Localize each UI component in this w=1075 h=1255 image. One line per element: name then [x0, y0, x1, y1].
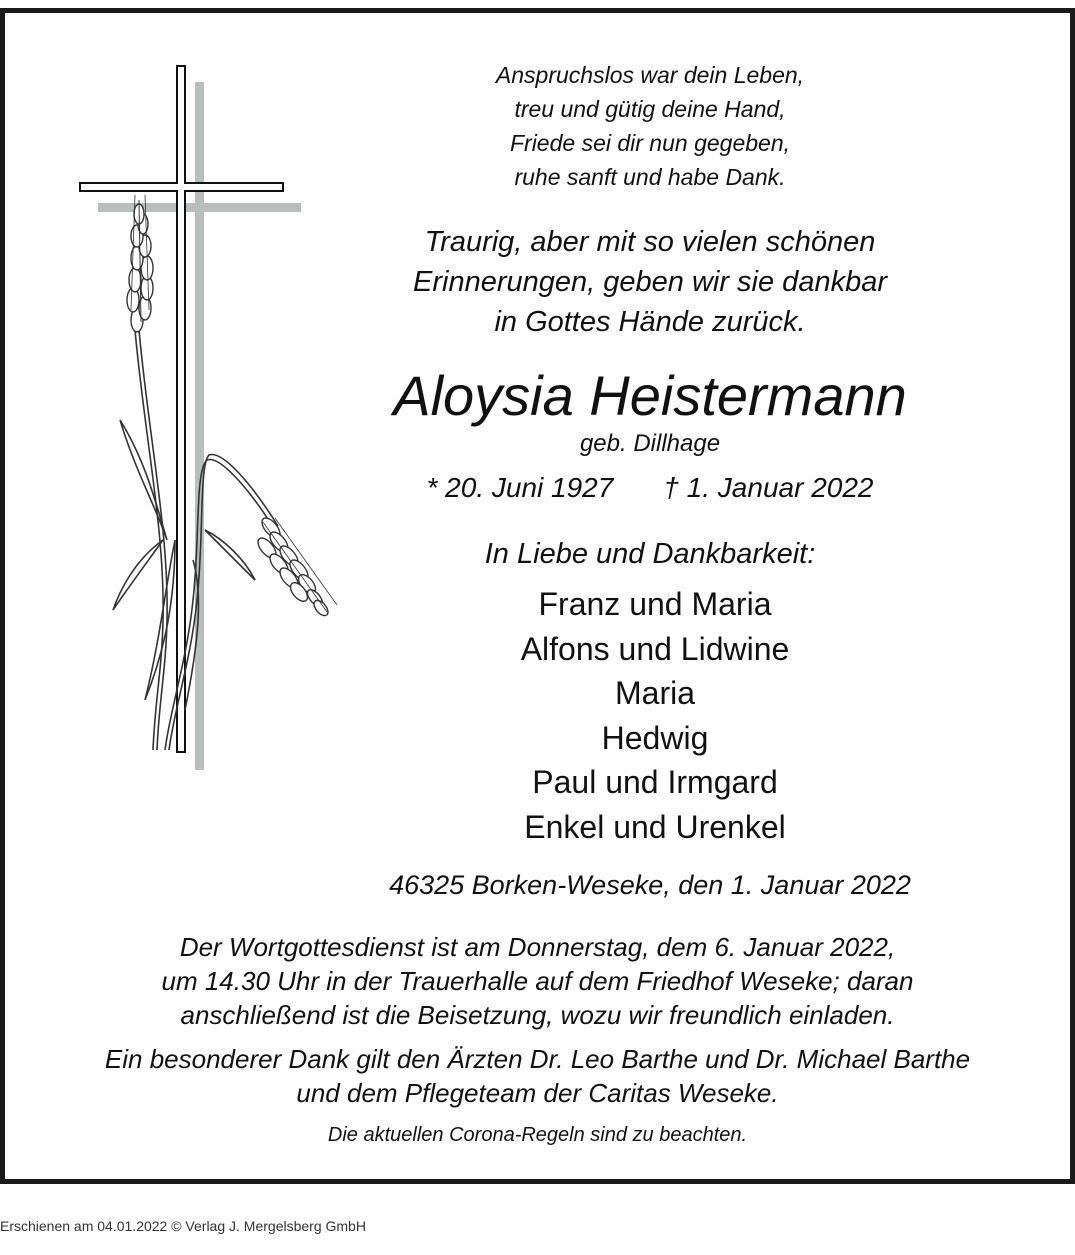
- corona-note: Die aktuellen Corona-Regeln sind zu beachten.: [327, 1124, 748, 1146]
- poem-line: Anspruchslos war dein Leben,: [495, 62, 805, 88]
- birth-name: geb. Dillhage: [579, 430, 721, 457]
- mourning-line: Erinnerungen, geben wir sie dankbar: [413, 266, 887, 298]
- service-line: um 14.30 Uhr in der Trauerhalle auf dem Friedhof Weseke; daran: [161, 966, 914, 996]
- family-member: Franz und Maria: [538, 586, 772, 622]
- family-list: [305, 582, 1005, 849]
- poem-line: Friede sei dir nun gegeben,: [509, 130, 791, 156]
- birth-date: * 20. Juni 1927: [426, 472, 614, 503]
- mourning-line: in Gottes Hände zurück.: [494, 306, 806, 338]
- place-date: 46325 Borken-Weseke, den 1. Januar 2022: [389, 870, 911, 900]
- thanks-line: und dem Pflegeteam der Caritas Weseke.: [296, 1078, 779, 1108]
- family-member: Paul und Irmgard: [532, 764, 778, 800]
- family-intro: In Liebe und Dankbarkeit:: [484, 538, 816, 570]
- thanks-line: Ein besonderer Dank gilt den Ärzten Dr. Leo Barthe und Dr. Michael Barthe: [104, 1044, 971, 1074]
- poem: [305, 58, 995, 194]
- thanks-note: [0, 1042, 1075, 1110]
- poem-line: ruhe sanft und habe Dank.: [514, 164, 786, 190]
- family-member: Alfons und Lidwine: [520, 630, 790, 667]
- service-info: [0, 930, 1075, 1032]
- death-date: † 1. Januar 2022: [663, 472, 874, 503]
- deceased-name: Aloysia Heistermann: [393, 364, 907, 427]
- family-member: Hedwig: [601, 719, 709, 756]
- family-member: Enkel und Urenkel: [524, 808, 786, 845]
- mourning-line: Traurig, aber mit so vielen schönen: [424, 226, 876, 258]
- poem-line: treu und gütig deine Hand,: [514, 96, 786, 122]
- family-member: Maria: [614, 675, 695, 711]
- publication-footer: Erschienen am 04.01.2022 © Verlag J. Mergelsberg GmbH: [0, 1218, 366, 1234]
- service-line: anschließend ist die Beisetzung, wozu wir freundlich einladen.: [180, 1000, 895, 1030]
- mourning-text: [305, 222, 995, 342]
- service-line: Der Wortgottesdienst ist am Donnerstag, dem 6. Januar 2022,: [179, 932, 896, 962]
- life-dates: [305, 472, 995, 504]
